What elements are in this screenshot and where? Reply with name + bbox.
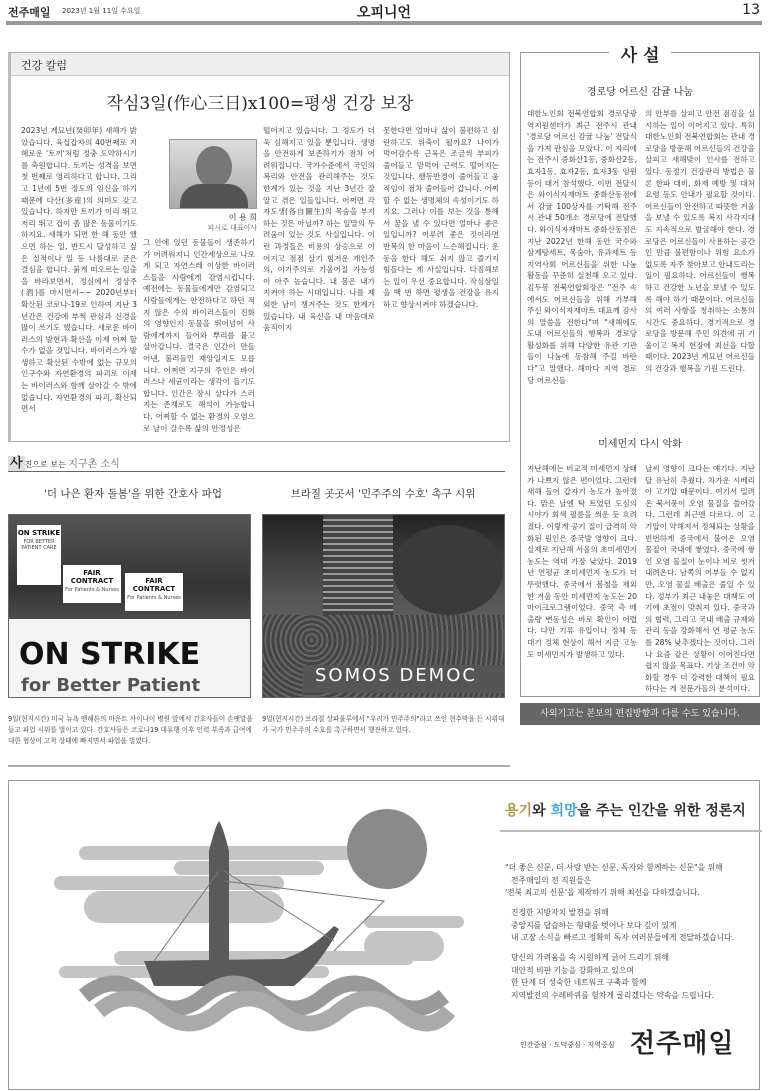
author-title: 피시로 대표이사 bbox=[207, 224, 257, 232]
paper-logo: 전주매일 bbox=[630, 1029, 735, 1059]
strike-banner-subtext: for Better Patient bbox=[21, 675, 201, 696]
editorial-1-body-1: 대한노인회 전북연합회 경로당광역지원센터가 최근 전주시 관내 '경로당 어르신 감귤 나눔' 전달식을 가져 관심을 모았다. 이 자리에는 전주시 중화산1동, 중화산2동, 효자1동, 효자2동, 효자3동 임원 등이 대거 참석했다. 이번 전달식은 와이식자재마트 중화산동점에서 감귤 100상자를 기탁해 전주시 관내 50개소 경로당에 전달했다. 와이식자재마트 중화산동점은 지난 2022년 한해 동안 국수와 삼계탕세트, 목숨아, 유과세트 등 지역사회 어르신들을 위한 나눔 활동을 꾸준히 실천해 오고 있다. 김두봉 전북연합회장은 "전주 속에서도 어르신들을 위해 기부해 주신 와이식자재마트 대표께 감사의 말씀을 전한다"며 "새해에도 도내 어르신들의 행복과 경로당 활성화를 위해 다양한 유관 기관들이 나눔에 동참해 주길 바란다"고 말했다. 해마다 지역 경로당 어르신들 bbox=[527, 109, 637, 385]
column-body-2: 그 안에 있던 동물들이 생존하기가 어려워지니 인간세상으로 나오게 되고 자연스레 이상한 바이러스들을 사람에게 감염시킵니다. 예전에는 동물들에게만 감염되고 사람들에게는 안전하다고 하던 적지 않은 수의 바이러스들이 진화의 영향인지 동물을 뛰어넘어 사람에게까지 들어와 뿌리를 붙고 살아갑니다. 결국은 인간이 만들어낸, 불러들인 재앙일지도 모릅니다. 어쩌면 지구의 주인은 바이러스나 세균이라는 생각이 들기도 합니다. 인간은 잠시 살다가 스러지는 존재로도 해석이 가능합니다. 어찌할 수 없는 환경의 오염으로 날이 갈수록 삶의 안정성은 bbox=[143, 238, 255, 433]
fair-contract-sign-2: FAIR CONTRACT For Patients & Nurses bbox=[125, 573, 183, 611]
page-number: 13 bbox=[742, 2, 760, 18]
ad-rule bbox=[500, 830, 762, 832]
photo-section-heading: 사 진으로 보는 지구촌 소식 bbox=[8, 452, 505, 472]
editorial-2-body-2: 날씨 영향이 크다는 얘기다. 지난달 유난히 추웠다. 차가운 시베리아 고기압 때문이다. 여기서 밀려온 북서풍이 오염 물질을 쓸어갔다. 그런데 최근엔 다르다. 이 고기압이 약해져서 정체되는 상황을 빈번하게 중국에서 불어온 오염 물질이 국내에 쌓였다. 중국에 쌓인 오염 물질이 눈이나 비로 씻겨 내려온다. 남쪽의 어부들 수 없지만, 오염 물질 배출은 줄일 수 있다. 정부가 최근 내놓은 대책도 여기에 초점이 맞춰져 있다. 중국과의 협력, 그리고 국내 배출 규제와 관리 등을 강화해서 연 평균 농도를 28% 낮추겠다는 것이다. 그러나 요즘 같은 상황이 이어진다면 쉽지 않을 목표다. 기상 조건이 악화할 경우 더 강력한 대책이 필요하다는 게 전문가들의 분석이다. bbox=[645, 464, 755, 693]
disclaimer-bar: 사외기고는 본보의 편집방향과 다를 수도 있습니다. bbox=[520, 703, 760, 725]
strike-sign: ON STRIKE FOR BETTER PATIENT CARE bbox=[17, 525, 61, 585]
column-tag: 건강 칼럼 bbox=[11, 53, 509, 76]
paper-name: 전주매일 bbox=[8, 6, 51, 19]
editorial-box bbox=[520, 46, 760, 697]
editorial-title-1: 경로당 어르신 감귤 나눔 bbox=[586, 87, 694, 98]
photo-title-brazil: 브라질 곳곳서 '민주주의 수호' 촉구 시위 bbox=[290, 488, 476, 500]
editorial-2-body-1: 지난해에는 비교적 미세먼지 상태가 나쁘지 않은 편이었다. 그런데 새해 들어 갑자기 농도가 높아졌다. 맑은 날엔 탁 트였던 도심의 시야가 회색 필름을 씌운 듯 흐려졌다. 이렇게 공기 질이 급격히 악화된 원인은 중국발 영향이 크다. 실제로 지난해 서울의 초미세먼지 농도는 역대 가장 낮았다. 2019년 연평균 초미세먼지 농도가 더 뚜렷했다. 중국에서 봄철을 제외한 겨울 동안 미세먼지 농도는 20마이크로그램이었다. 중국 측 배출량 변동성은 바로 확인이 어렵다. 다만 기류 유입이나 정체 등 대기 정체 현상이 해서 지금 고농도 미세먼지가 발생하고 있다. bbox=[527, 464, 637, 659]
column-body-3: 떨어지고 있습니다. 그 정도가 더욱 심해지고 있을 뿐입니다. 생명을 안전하게 보존하기가 점차 어려워집니다. 국가수준에서 국민의 복리와 안전을 관리해주는 것도 한계가 있는 것을 지난 3년간 잘 알고 겪은 일들입니다. 어쩌면 각자도생(各自圖生)의 목숨을 부지하는 것은 아닐까? 하는 일말의 두려움이 있는 것도 사실입니다. 이런 과정들은 비용의 상승으로 이어지고 점점 살기 힘겨운 개인주의, 이기주의로 기울어질 가능성이 아주 높습니다. 내 몸은 내가 지켜야 하는 시대입니다. 나를 제외한 남이 챙겨주는 것도 한계가 있습니다. 내 육신을 내 마음대로 움직이지 bbox=[263, 126, 375, 333]
caption-brazil: 9일(현지시간) 브라질 상파울루에서 "우리가 민주주의"라고 쓰인 현수막을 든 시위대가 국가 민주주의 수호를 촉구하면서 행진하고 있다. bbox=[262, 715, 505, 734]
header-rule bbox=[6, 21, 762, 25]
issue-date: 2023년 1월 11일 수요일 bbox=[62, 7, 141, 15]
photo-title-nurses: '더 나은 환자 돌봄'을 위한 간호사 파업 bbox=[44, 488, 222, 500]
editorial-title-2: 미세먼지 다시 악화 bbox=[598, 439, 682, 450]
section-divider bbox=[8, 765, 510, 767]
ship-illustration bbox=[34, 801, 474, 1041]
democracy-banner-text: SOMOS DEMOC bbox=[303, 665, 505, 693]
health-column bbox=[8, 52, 510, 442]
nurses-strike-photo bbox=[8, 514, 251, 698]
brazil-protest-photo bbox=[262, 514, 505, 698]
editorial-heading: 사 설 bbox=[521, 41, 759, 66]
ad-paragraph-2: 진정한 지방자치 발전을 위해 중앙지를 답습하는 형태를 벗어나 보다 깊이 있게 내 고장 소식을 빠르고 정확히 독자 여러분들에게 전달하겠습니다. bbox=[511, 908, 735, 942]
ad-slogan: 용기와 희망을 주는 인간을 위한 정론지 bbox=[505, 803, 746, 819]
column-title: 작심3일(作心三日)x100=평생 건강 보장 bbox=[106, 94, 414, 114]
ad-paragraph-3: 당신의 가려움을 속 시원하게 긁어 드리기 위해 대안적 비판 기능을 강화하고 있으며 한 단계 더 성숙한 네트워크 구축과 함께 지역발전의 수레바퀴를 힘차게 굴리겠다는 약속을 드립니다. bbox=[511, 953, 715, 1000]
fair-contract-sign-1: FAIR CONTRACT For Patients & Nurses bbox=[63, 565, 121, 603]
strike-banner-text: ON STRIKE bbox=[19, 637, 201, 672]
column-body-1: 2023년 계묘년(癸卯年) 새해가 밝았습니다. 육십갑자의 40번째로 지혜로운 '토끼'처럼 정충 도약하시기를 축원합니다. 토끼는 성격을 보면 첫 번째로 영리하다고 합니다. 그리고 1년에 5번 정도의 임신을 하기 때문에 다산(多産)의 의미도 갖고 있습니다. 하지만 토끼가 이리 뛰고 저리 뛰고 겁이 좀 많은 동물이기도 하지요. 새해가 되면 한 해 동안 했으면 하는 일, 반드시 달성하고 싶은 실적이나 일 등 나름대로 굳은 결심을 합니다. 붉게 떠오르는 일출을 바라보면서, 정심에서 정상주(酒)를 마시면서~~ 2020년부터 확산된 코로나-19로 인하여 지난 3년간은 건강에 부쩍 관심과 신경을 많이 쓰기도 했습니다. 새로운 바이러스의 발현과 확산을 이제 어찌 할 수가 없을 것입니다. 바이러스가 발생하고 확산된 수밖에 없는 규모의 인구수와 자연환경의 파괴로 이제는 바이러스와 함께 살아갈 수 밖에 없습니다. 자연환경의 파괴, 확산되면서 bbox=[21, 126, 137, 414]
column-body-4: 못한다면 얼마나 삶이 불편하고 심란하고도 위축이 될까요? 나이가 먹어감수록 근육은 조금씩 부피가 줄어들고 맘먹어 근력도 떨어지는 것입니다. 행동반경이 줄어들고 움직임이 점차 줄어들어 갑니다. 어찌할 수 없는 생명체의 속성이기도 하지요. 그러나 이를 보는 것을 통해서 꿈을 낼 수 있다면 얼마나 좋은 일입니까? 이루려 좋은 것이라면 반복의 한 마음이 느슨해집니다. 운동을 한다 해도 쉬지 않고 즐기지 힘들다는 게 사실입니다. 다짐해보는 일이 우선 중요합니다. 작심삼일을 백 번 하면 평생을 건강을 유지하고 향상시켜야 하겠습니다. bbox=[383, 126, 499, 309]
editorial-1-body-2: 의 안부를 살피고 안전 점검을 실시하는 일이 이어지고 있다. 특히 대한노인회 전북연합회는 관내 경로당을 방문해 어르신들의 건강을 살피고 새해맞이 인사를 전하고 있다. 동절기 건강관리 방법은 물론 한파 대비, 화재 예방 및 대처 요령 등도 안내가 필요할 것이다. 어르신들이 안전하고 따뜻한 겨울을 보낼 수 있도록 복지 사각지대도 지속적으로 발굴해야 한다. 경로당은 어르신들이 사용하는 공간인 만큼 불편함이나 위험 요소가 없도록 자주 찾아보고 안내드리는 일이 필요하다. 어르신들이 행복하고 건강한 노년을 보낼 수 있도록 해야 하기 때문이다. 어르신들의 여러 사항을 청취하는 소통의 시간도 중요하다. 경기적으로 경로당을 방문해 주민 의견에 귀 기울이고 복지 현장에 최선을 다할 때이다. 2023년 계묘년 어르신들의 건강과 행복을 기원 드린다. bbox=[645, 109, 755, 374]
caption-nurses: 9일(현지시간) 미국 뉴욕 맨해튼의 마운트 사이나이 병원 앞에서 간호사들이 손팻말을 들고 파업 시위를 벌이고 있다. 간호사들은 코로나19 대유행 이후 인력 부족과 급여에 대한 협상이 고착 상태에 빠지면서 파업을 벌였다. bbox=[8, 715, 253, 745]
ad-mottos: 인간중심 · 도덕중심 · 지역중심 bbox=[520, 1041, 615, 1049]
section-title: 오피니언 bbox=[356, 5, 412, 21]
author-photo bbox=[169, 139, 257, 209]
ad-paragraph-1: "더 좋은 신문, 더 사랑 받는 신문, 독자와 함께하는 신문"을 위해 전주매일의 전 직원들은 '전북 최고의 신문'을 제작하기 위해 최선을 다하겠습니다. bbox=[505, 863, 723, 897]
author-name: 이 용 희 bbox=[228, 213, 257, 222]
